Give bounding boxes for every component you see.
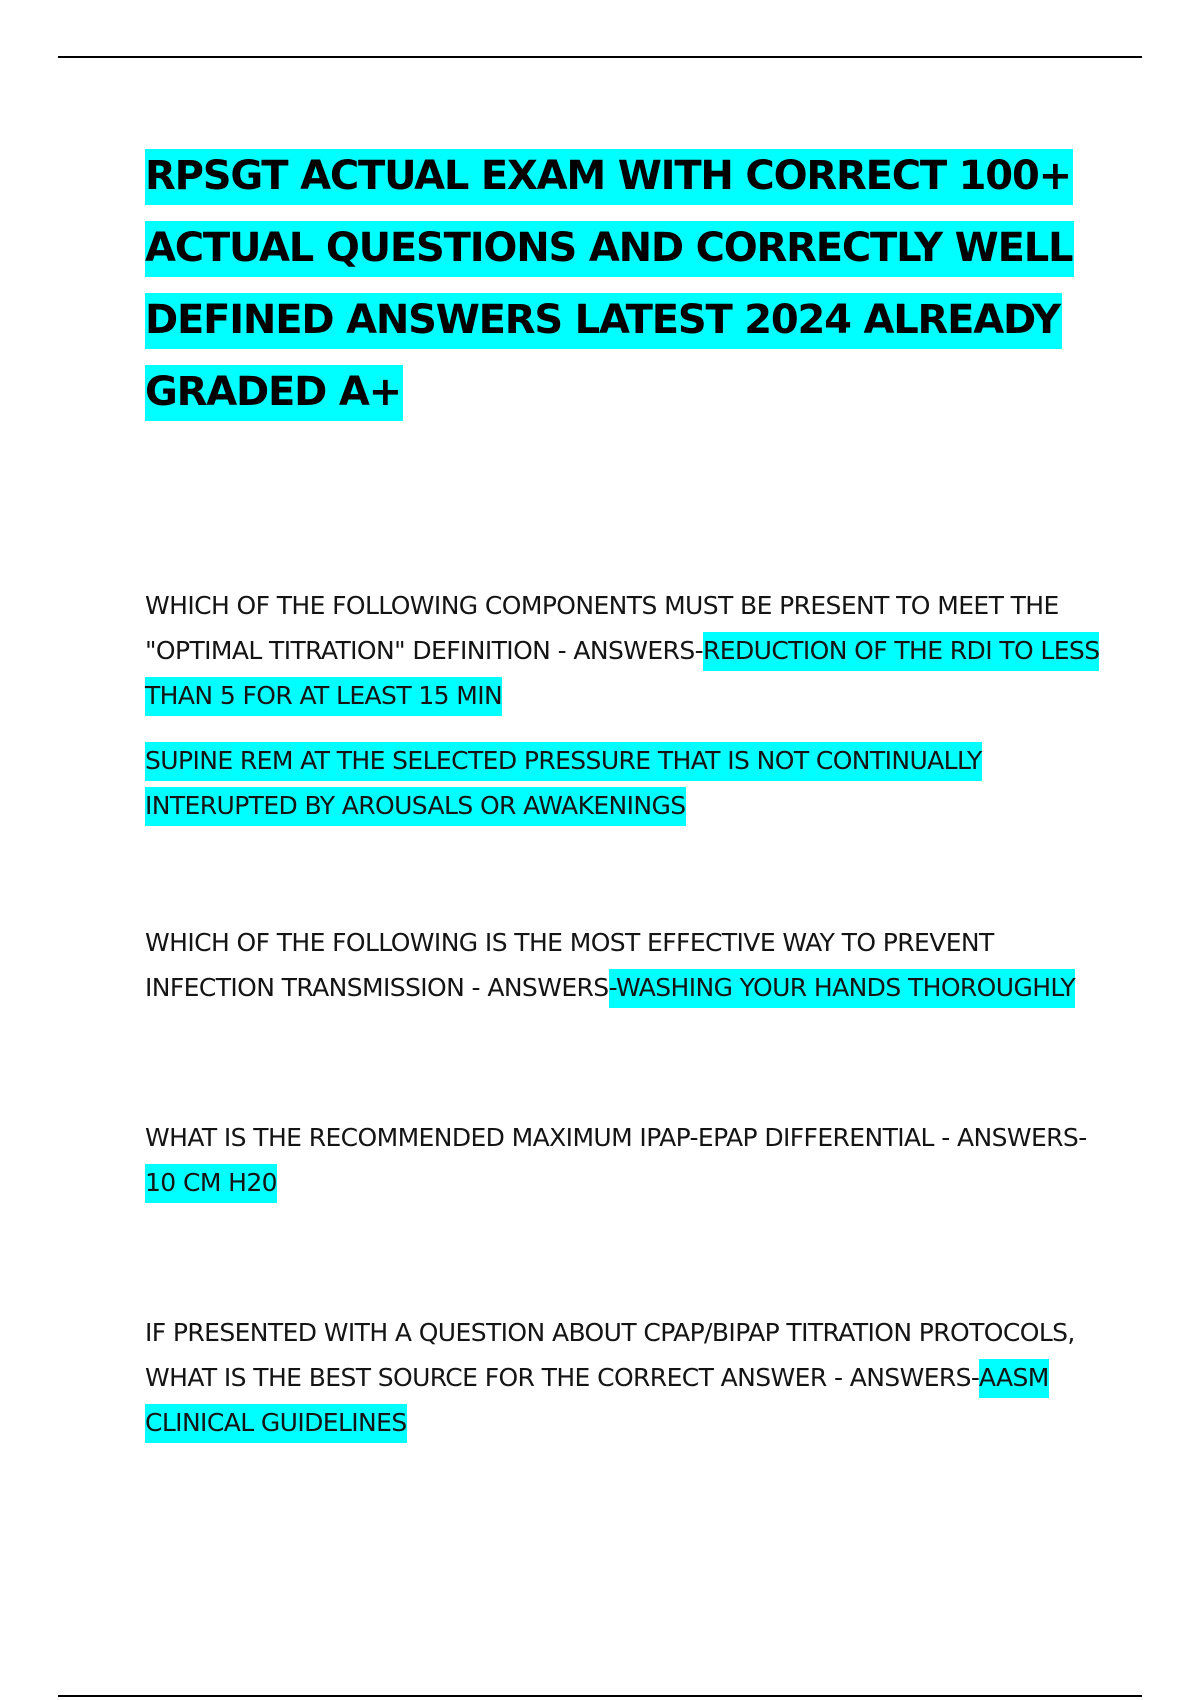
answer-highlight: 10 CM H20 bbox=[145, 1164, 277, 1203]
question-text: WHICH OF THE FOLLOWING IS THE MOST EFFECTIVE WAY TO PREVENT INFECTION TRANSMISSION - ANSWERS bbox=[145, 928, 994, 1002]
qa-item-4 bbox=[145, 1310, 1105, 1445]
bottom-rule bbox=[58, 1695, 1142, 1697]
answer-highlight: AASM CLINICAL GUIDELINES bbox=[145, 1359, 1049, 1443]
document-body bbox=[145, 140, 1105, 1445]
answer-highlight: -WASHING YOUR HANDS THOROUGHLY bbox=[609, 969, 1076, 1008]
qa-item-3 bbox=[145, 1115, 1105, 1205]
qa-item-1 bbox=[145, 583, 1105, 718]
answer-highlight: REDUCTION OF THE RDI TO LESS THAN 5 FOR AT LEAST 15 MIN bbox=[145, 632, 1099, 716]
question-text: IF PRESENTED WITH A QUESTION ABOUT CPAP/BIPAP TITRATION PROTOCOLS, WHAT IS THE BEST SOURCE FOR THE CORRECT ANSWER - ANSWERS- bbox=[145, 1318, 1075, 1392]
answer-highlight: SUPINE REM AT THE SELECTED PRESSURE THAT IS NOT CONTINUALLY INTERUPTED BY AROUSALS OR AWAKENINGS bbox=[145, 742, 982, 826]
document-title-text: RPSGT ACTUAL EXAM WITH CORRECT 100+ ACTUAL QUESTIONS AND CORRECTLY WELL DEFINED ANSWERS LATEST 2024 ALREADY GRADED A+ bbox=[145, 149, 1074, 421]
document-title bbox=[145, 140, 1105, 428]
qa-item-2 bbox=[145, 920, 1105, 1010]
question-text: WHAT IS THE RECOMMENDED MAXIMUM IPAP-EPAP DIFFERENTIAL - ANSWERS- bbox=[145, 1123, 1087, 1152]
qa-item-1-continued bbox=[145, 738, 1105, 828]
top-rule bbox=[58, 56, 1142, 58]
question-text: WHICH OF THE FOLLOWING COMPONENTS MUST BE PRESENT TO MEET THE "OPTIMAL TITRATION" DEFINITION - ANSWERS- bbox=[145, 591, 1059, 665]
